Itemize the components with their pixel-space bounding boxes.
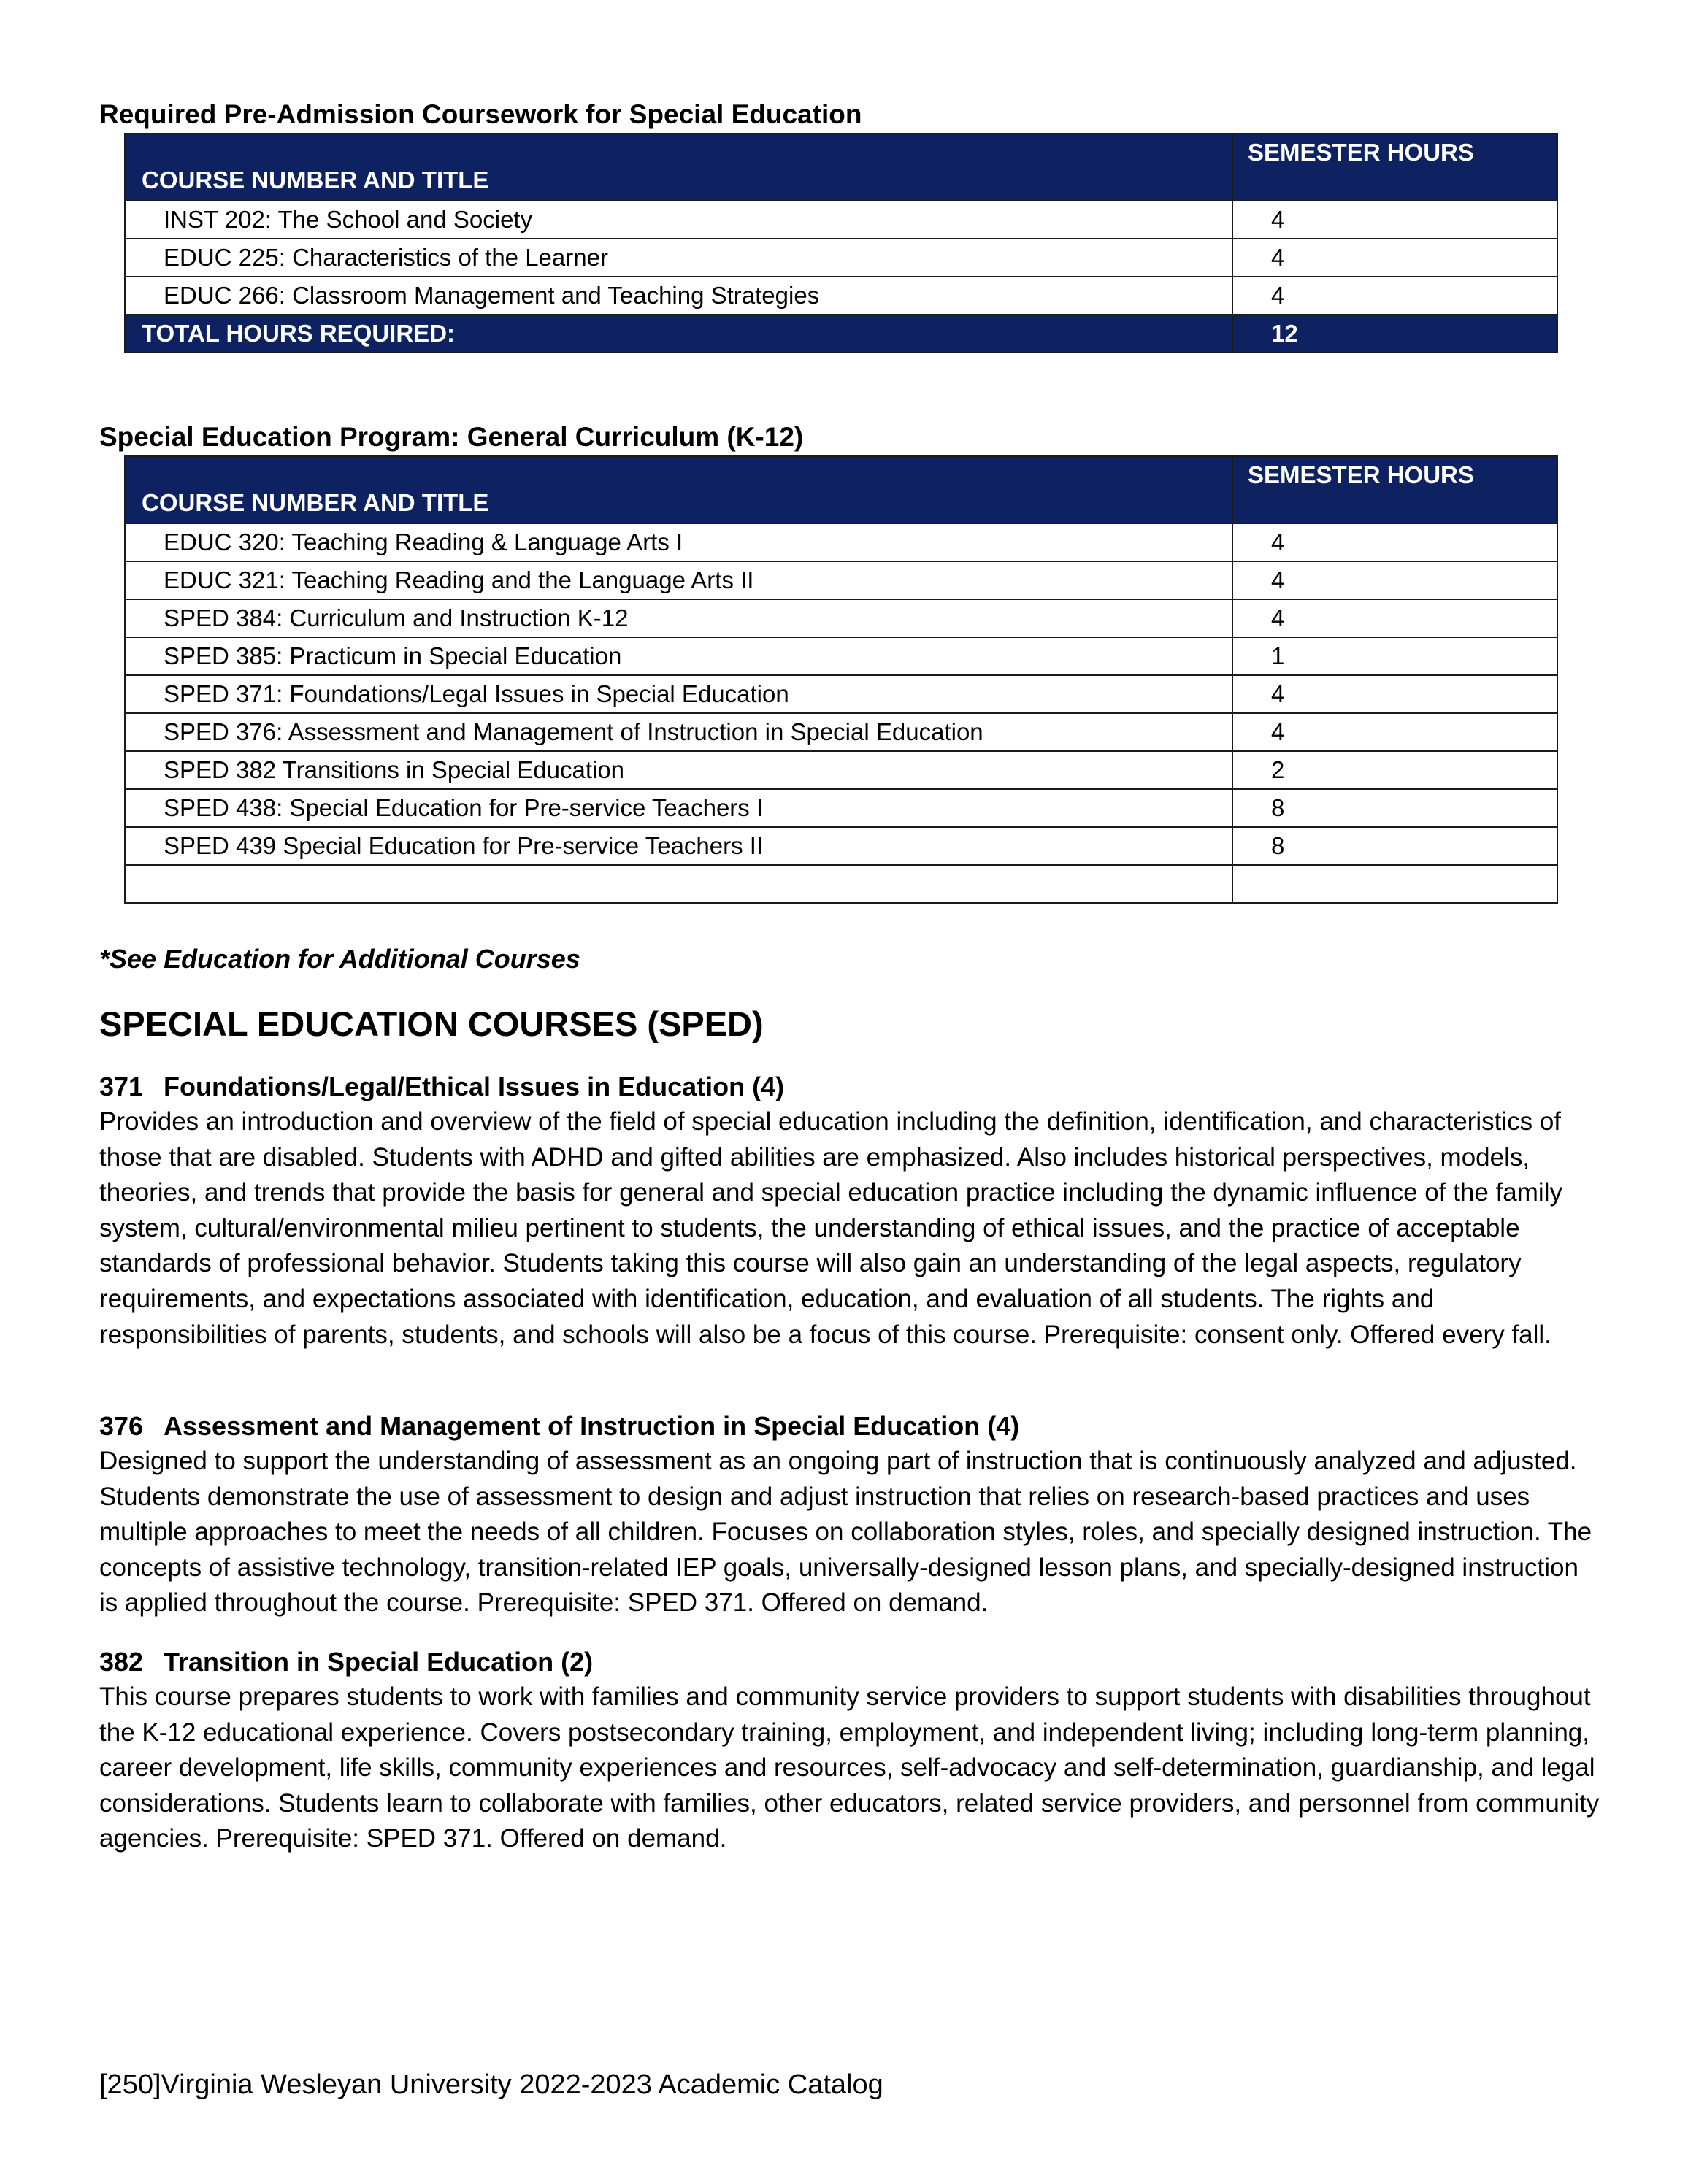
table-row	[125, 637, 1557, 675]
table-row	[125, 277, 1557, 315]
course-entry	[99, 1409, 1603, 1621]
table-row	[125, 789, 1557, 827]
preadmission-heading: Required Pre-Admission Coursework for Special Education	[99, 99, 862, 129]
course-heading	[99, 1069, 1603, 1104]
table-row	[125, 751, 1557, 789]
table-row-empty	[125, 865, 1557, 903]
col-header-course: COURSE NUMBER AND TITLE	[125, 134, 1232, 201]
page-footer: [250]Virginia Wesleyan University 2022-2023 Academic Catalog	[99, 2069, 883, 2100]
course-hours-cell: 4	[1232, 201, 1557, 239]
course-title-cell: SPED 385: Practicum in Special Education	[125, 637, 1232, 675]
course-heading	[99, 1645, 1603, 1680]
table-row	[125, 523, 1557, 561]
course-hours-cell: 4	[1232, 599, 1557, 637]
table-row	[125, 827, 1557, 865]
course-entry	[99, 1069, 1603, 1353]
course-title-cell: SPED 439 Special Education for Pre-service Teachers II	[125, 827, 1232, 865]
table-row	[125, 239, 1557, 277]
course-number: 371	[99, 1072, 144, 1101]
course-entry	[99, 1645, 1603, 1857]
table-row	[125, 713, 1557, 751]
course-title: Assessment and Management of Instruction in Special Education (4)	[164, 1411, 1020, 1441]
course-number: 376	[99, 1411, 144, 1441]
course-heading	[99, 1409, 1603, 1444]
course-hours-cell: 4	[1232, 713, 1557, 751]
course-hours-cell: 2	[1232, 751, 1557, 789]
table-row	[125, 599, 1557, 637]
total-row	[125, 315, 1557, 353]
course-hours-cell: 4	[1232, 675, 1557, 713]
course-title-cell: EDUC 320: Teaching Reading & Language Arts I	[125, 523, 1232, 561]
course-title-cell: INST 202: The School and Society	[125, 201, 1232, 239]
col-header-hours: SEMESTER HOURS	[1232, 134, 1557, 201]
course-hours-cell: 4	[1232, 239, 1557, 277]
col-header-hours: SEMESTER HOURS	[1232, 456, 1557, 523]
table-row	[125, 201, 1557, 239]
course-number: 382	[99, 1647, 144, 1677]
course-title-cell: EDUC 266: Classroom Management and Teaching Strategies	[125, 277, 1232, 315]
course-title-cell	[125, 865, 1232, 903]
course-hours-cell: 8	[1232, 789, 1557, 827]
course-title-cell: SPED 438: Special Education for Pre-service Teachers I	[125, 789, 1232, 827]
course-title: Transition in Special Education (2)	[164, 1647, 594, 1677]
total-label: TOTAL HOURS REQUIRED:	[125, 315, 1232, 353]
table-row	[125, 561, 1557, 599]
table-row	[125, 675, 1557, 713]
total-value: 12	[1232, 315, 1557, 353]
course-hours-cell: 4	[1232, 277, 1557, 315]
additional-courses-note: *See Education for Additional Courses	[99, 944, 580, 974]
course-description: This course prepares students to work with families and community service providers to support students with disabilities throughout the K-12 educational experience. Covers postsecondary training, employment, and independent living; including long-term planning, career development, life skills, community experiences and resources, self-advocacy and self-determination, guardianship, and legal considerations. Students learn to collaborate with families, other educators, related service providers, and personnel from community agencies. Prerequisite: SPED 371. Offered on demand.	[99, 1683, 1600, 1853]
preadmission-table	[124, 133, 1558, 353]
course-title-cell: SPED 376: Assessment and Management of Instruction in Special Education	[125, 713, 1232, 751]
course-hours-cell: 4	[1232, 523, 1557, 561]
table-header-row	[125, 456, 1557, 523]
course-title-cell: EDUC 321: Teaching Reading and the Language Arts II	[125, 561, 1232, 599]
table-header-row	[125, 134, 1557, 201]
course-hours-cell: 1	[1232, 637, 1557, 675]
course-description: Designed to support the understanding of assessment as an ongoing part of instruction that is continuously analyzed and adjusted. Students demonstrate the use of assessment to design and adjust instruction that relies on research-based practices and uses multiple approaches to meet the needs of all children. Focuses on collaboration styles, roles, and specially designed instruction. The concepts of assistive technology, transition-related IEP goals, universally-designed lesson plans, and specially-designed instruction is applied throughout the course. Prerequisite: SPED 371. Offered on demand.	[99, 1447, 1592, 1618]
course-description: Provides an introduction and overview of the field of special education including the definition, identification, and characteristics of those that are disabled. Students with ADHD and gifted abilities are emphasized. Also includes historical perspectives, models, theories, and trends that provide the basis for general and special education practice including the dynamic influence of the family system, cultural/environmental milieu pertinent to students, the understanding of ethical issues, and the practice of acceptable standards of professional behavior. Students taking this course will also gain an understanding of the legal aspects, regulatory requirements, and expectations associated with identification, education, and evaluation of all students. The rights and responsibilities of parents, students, and schools will also be a focus of this course. Prerequisite: consent only. Offered every fall.	[99, 1107, 1562, 1349]
courses-section-title: SPECIAL EDUCATION COURSES (SPED)	[99, 1004, 764, 1043]
course-title-cell: SPED 384: Curriculum and Instruction K-12	[125, 599, 1232, 637]
col-header-course: COURSE NUMBER AND TITLE	[125, 456, 1232, 523]
course-title-cell: SPED 382 Transitions in Special Education	[125, 751, 1232, 789]
course-hours-cell: 8	[1232, 827, 1557, 865]
program-heading: Special Education Program: General Curriculum (K-12)	[99, 422, 804, 452]
course-title: Foundations/Legal/Ethical Issues in Education (4)	[164, 1072, 785, 1101]
course-title-cell: SPED 371: Foundations/Legal Issues in Special Education	[125, 675, 1232, 713]
program-table	[124, 455, 1558, 904]
course-title-cell: EDUC 225: Characteristics of the Learner	[125, 239, 1232, 277]
course-hours-cell: 4	[1232, 561, 1557, 599]
course-hours-cell	[1232, 865, 1557, 903]
